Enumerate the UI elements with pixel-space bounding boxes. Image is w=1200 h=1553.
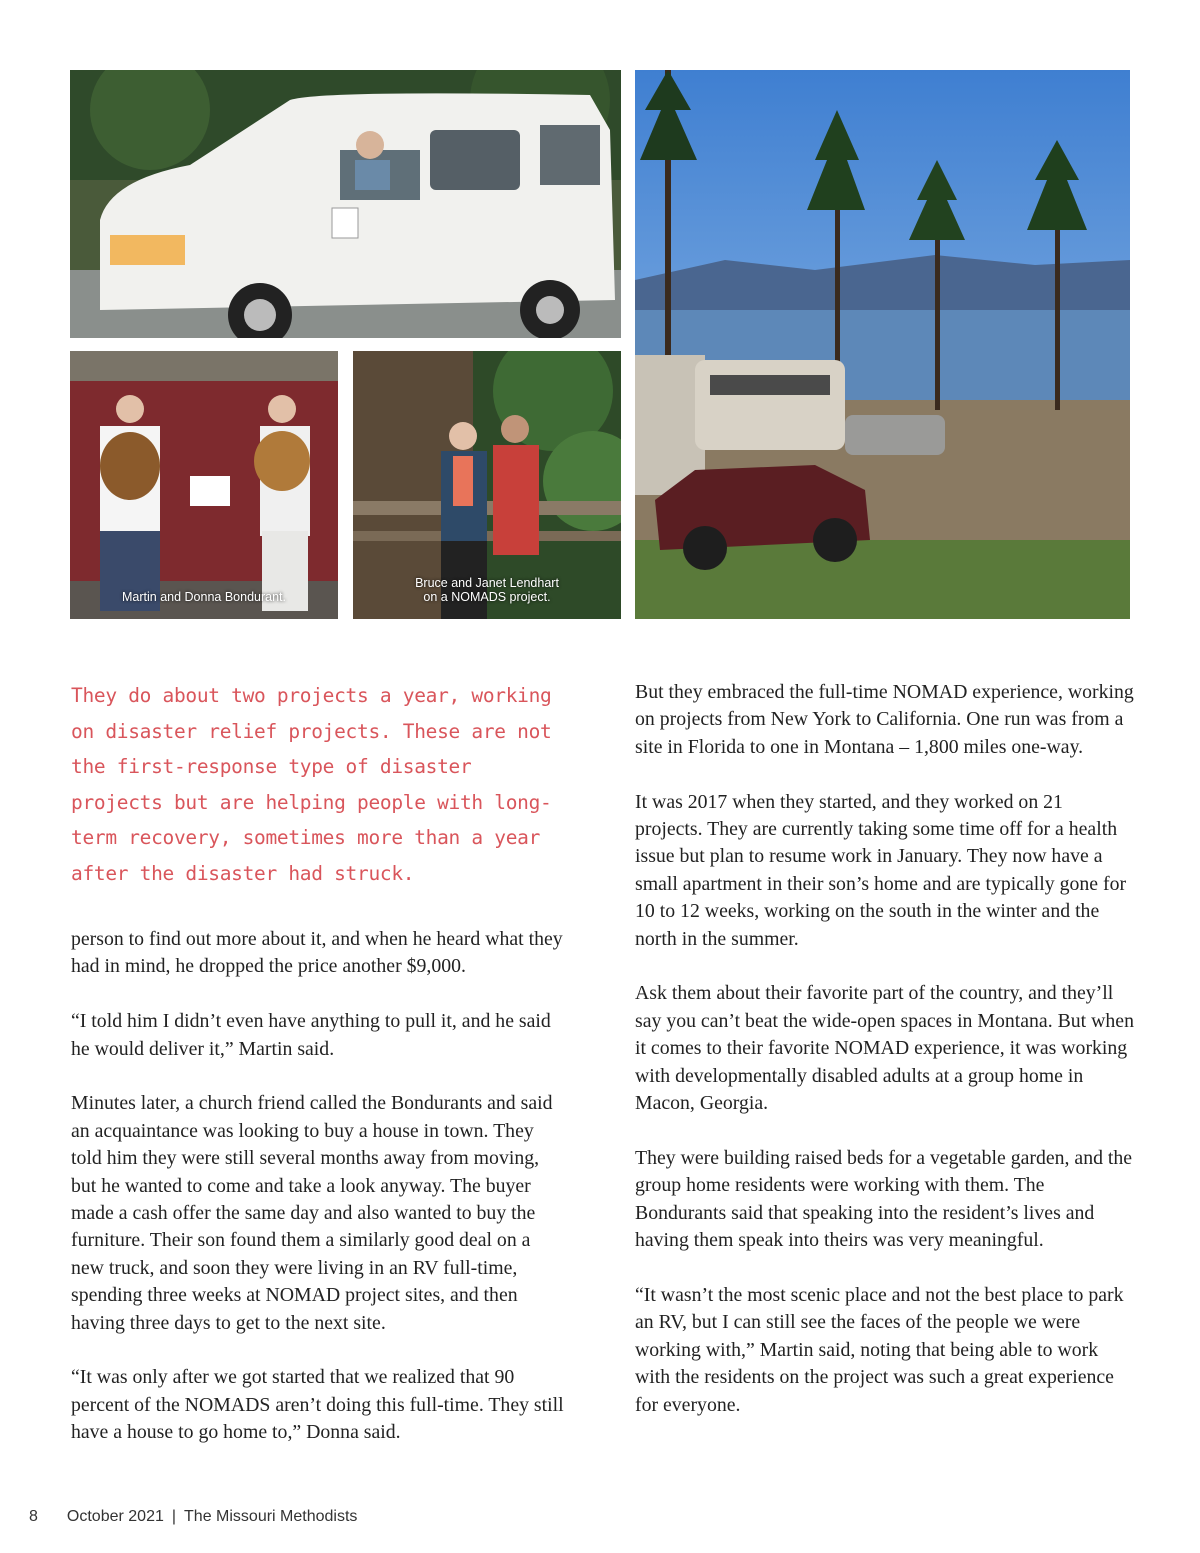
page-footer (29, 1508, 357, 1526)
rv-campsite-lake-photo (635, 70, 1130, 619)
pull-quote (71, 678, 571, 891)
publication-name: The Missouri Methodists (184, 1508, 358, 1525)
photo-caption: Martin and Donna Bondurant. (122, 590, 286, 604)
paragraph: “It wasn’t the most scenic place and not the best place to park an RV, but I can still see the faces of the people we were working with,” Martin said, noting that being able to work with the residents on the project was such a great experience for everyone. (635, 1283, 1124, 1416)
photo-caption (353, 576, 621, 604)
van-photo (70, 70, 621, 338)
paragraph: They were building raised beds for a vegetable garden, and the group home residents were working with them. The Bondurants said that speaking into the resident’s lives and having them speak into theirs was very meaningful. (635, 1146, 1133, 1252)
paragraph: It was 2017 when they started, and they worked on 21 projects. They are currently taking some time off for a health issue but plan to resume work in January. They now have a small apartment in their son’s home and are typically gone for 10 to 12 weeks, working on the south in the winter and the north in the summer. (635, 790, 1127, 950)
couple-dogs-photo (70, 351, 338, 619)
article-column-right (635, 679, 1135, 1446)
paragraph: “I told him I didn’t even have anything to pull it, and he said he would deliver it,” Martin said. (71, 1010, 551, 1060)
paragraph: But they embraced the full-time NOMAD experience, working on projects from New York to California. One run was from a site in Florida to one in Montana – 1,800 miles one-way. (635, 681, 1134, 758)
paragraph: Ask them about their favorite part of the country, and they’ll say you can’t beat the wide-open spaces in Montana. But when it comes to their favorite NOMAD experience, it was working with developmentally disabled adults at a group home in Macon, Georgia. (635, 982, 1134, 1115)
footer-separator: | (171, 1508, 177, 1525)
paragraph: “It was only after we got started that we realized that 90 percent of the NOMADS aren’t doing this full-time. They still have a house to go home to,” Donna said. (71, 1366, 564, 1444)
caption-line: Bruce and Janet Lendhart (415, 576, 559, 590)
pull-quote-text: They do about two projects a year, working on disaster relief projects. These are not the first-response type of disaster projects but are helping people with long-term recovery, sometimes more than a year after the disaster had struck. (71, 684, 552, 885)
article-column-left (71, 926, 566, 1474)
caption-line: on a NOMADS project. (423, 590, 551, 604)
paragraph: Minutes later, a church friend called the Bondurants and said an acquaintance was looking to buy a house in town. They told him they were still several months away from moving, but he wanted to come and take a look anyway. The buyer made a cash offer the same day and also wanted to buy the furniture. Their son found them a similarly good deal on a new truck, and soon they were living in an RV full-time, spending three weeks at NOMAD project sites, and then having three days to get to the next site. (71, 1092, 553, 1334)
page-number: 8 (29, 1508, 38, 1525)
issue-date: October 2021 (66, 1508, 164, 1525)
paragraph: person to find out more about it, and when he heard what they had in mind, he dropped the price another $9,000. (71, 928, 563, 978)
